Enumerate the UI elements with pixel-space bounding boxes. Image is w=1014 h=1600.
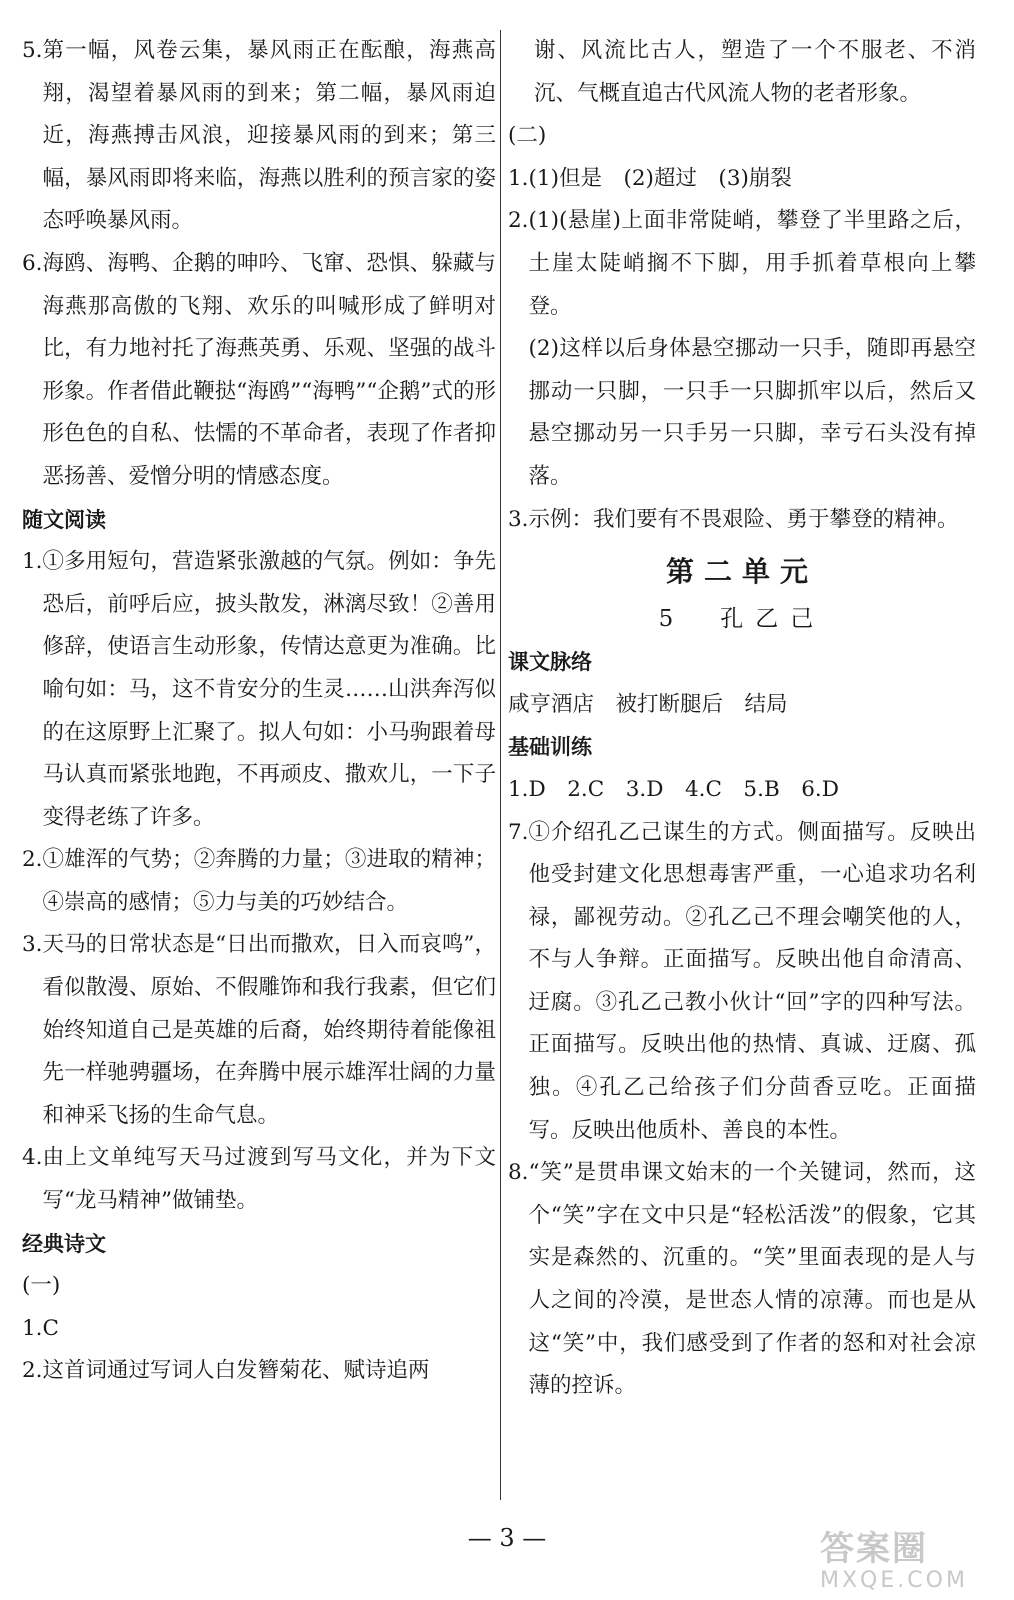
- item-text: D 2.C 3.D 4.C 5.B 6.D: [528, 776, 839, 802]
- page-number: — 3 —: [467, 1524, 547, 1552]
- item-text: 示例：我们要有不畏艰险、勇于攀登的精神。: [528, 506, 959, 532]
- right-column: [508, 30, 976, 1408]
- unit-title: 第二单元: [665, 555, 818, 589]
- classics-item-3b: [508, 499, 976, 542]
- outline-text: 咸亨酒店 被打断腿后 结局: [508, 691, 788, 717]
- item-number: 1.: [508, 776, 529, 802]
- item-text: “笑”是贯串课文始末的一个关键词，然而，这个“笑”字在文中只是“轻松活泼”的假象，它其实是森然的、沉重的。“笑”里面表现的是人与人之间的冷漠，是世态人情的凉薄。而也是从这“笑”中，我们感受到了作者的怒和对社会凉薄的控诉。: [528, 1160, 976, 1399]
- reading-item-4: [22, 1137, 496, 1222]
- item-text: 由上文单纯写天马过渡到写马文化，并为下文写“龙马精神”做铺垫。: [42, 1145, 496, 1214]
- item-number: 1.: [22, 1315, 43, 1341]
- item-text: ①多用短句，营造紧张激越的气氛。例如：争先恐后，前呼后应，披头散发，淋漓尽致！②善用修辞，使语言生动形象，传情达意更为准确。比喻句如：马，这不肯安分的生灵……山洪奔泻似的在这原野上汇聚了。拟人句如：小马驹跟着母马认真而紧张地跑，不再顽皮、撒欢儿，一下子变得老练了许多。: [42, 549, 496, 830]
- classics-item-2b: [508, 200, 976, 498]
- basics-item-8: [508, 1152, 976, 1408]
- classics-item-1: [22, 1308, 496, 1351]
- column-divider: [500, 30, 501, 1500]
- section-heading-outline: 课文脉络: [508, 650, 592, 675]
- item-text: C: [42, 1315, 59, 1341]
- item-text: 天马的日常状态是“日出而撒欢，日入而哀鸣”，看似散漫、原始、不假雕饰和我行我素，但它们始终知道自己是英雄的后裔，始终期待着能像祖先一样驰骋疆场，在奔腾中展示雄浑壮阔的力量和神采飞扬的生命气息。: [42, 932, 496, 1128]
- item-text: [529, 200, 976, 498]
- watermark-text: 答案圈: [820, 1529, 928, 1569]
- item-text: ①介绍孔乙己谋生的方式。侧面描写。反映出他受封建文化思想毒害严重，一心追求功名利禄，鄙视劳动。②孔乙己不理会嘲笑他的人，不与人争辩。正面描写。反映出他自命清高、迂腐。③孔乙己教小伙计“回”字的四种写法。正面描写。反映出他的热情、真诚、迂腐、孤独。④孔乙己给孩子们分茴香豆吃。正面描写。反映出他质朴、善良的本性。: [528, 819, 976, 1143]
- item-text-part1: (1)(悬崖)上面非常陡峭，攀登了半里路之后，土崖太陡峭搁不下脚，用手抓着草根向上攀登。: [528, 208, 976, 319]
- reading-item-1: [22, 541, 496, 839]
- item-number: 2.: [508, 208, 529, 234]
- item-text: 海鸥、海鸭、企鹅的呻吟、飞窜、恐惧、躲藏与海燕那高傲的飞翔、欢乐的叫喊形成了鲜明对比，有力地衬托了海燕英勇、乐观、坚强的战斗形象。作者借此鞭挞“海鸥”“海鸭”“企鹅”式的形形色色的自私、怯懦的不革命者，表现了作者抑恶扬善、爱憎分明的情感态度。: [42, 250, 496, 489]
- item-number: 4.: [22, 1145, 43, 1171]
- item-number: 1.: [22, 549, 43, 575]
- left-column: [22, 30, 496, 1393]
- classics-item-1b: [508, 158, 976, 201]
- continued-text: 谢、风流比古人，塑造了一个不服老、不消沉、气概直追古代风流人物的老者形象。: [534, 38, 976, 106]
- section-heading-reading: 随文阅读: [22, 507, 106, 532]
- watermark-logo: [820, 1530, 990, 1594]
- reading-item-2: [22, 839, 496, 924]
- item-number: 2.: [22, 1358, 43, 1384]
- item-text-part2: (2)这样以后身体悬空挪动一只手，随即再悬空挪动一只脚，一只手一只脚抓牢以后，然后又悬空挪动另一只手另一只脚，幸亏石头没有掉落。: [528, 336, 976, 489]
- answer-item-6: [22, 243, 496, 499]
- classics-item-2: [22, 1350, 496, 1393]
- item-number: 5.: [22, 38, 43, 63]
- item-number: 8.: [508, 1160, 529, 1186]
- item-number: 7.: [508, 819, 529, 845]
- item-text: 这首词通过写词人白发簪菊花、赋诗追两: [42, 1358, 430, 1384]
- item-text: (1)但是 (2)超过 (3)崩裂: [528, 165, 792, 191]
- watermark-url: MXQE.COM: [820, 1568, 968, 1593]
- subsection-label: (一): [22, 1273, 61, 1299]
- item-number: 3.: [22, 932, 43, 958]
- lesson-title: 5 孔乙己: [658, 606, 826, 633]
- basics-item-7: [508, 812, 976, 1153]
- basics-item-1: [508, 769, 976, 812]
- item-number: 2.: [22, 847, 43, 873]
- item-number: 3.: [508, 506, 529, 532]
- item-number: 6.: [22, 250, 43, 276]
- reading-item-3: [22, 924, 496, 1137]
- answer-item-5: [22, 30, 496, 243]
- item-text: 第一幅，风卷云集，暴风雨正在酝酿，海燕高翔，渴望着暴风雨的到来；第二幅，暴风雨迫近，海燕搏击风浪，迎接暴风雨的到来；第三幅，暴风雨即将来临，海燕以胜利的预言家的姿态呼唤暴风雨。: [42, 38, 496, 234]
- section-heading-basics: 基础训练: [508, 735, 592, 760]
- item-text: ①雄浑的气势；②奔腾的力量；③进取的精神；④崇高的感情；⑤力与美的巧妙结合。: [42, 847, 496, 915]
- section-heading-classics: 经典诗文: [22, 1231, 106, 1256]
- subsection-label: (二): [508, 123, 547, 149]
- item-number: 1.: [508, 165, 529, 191]
